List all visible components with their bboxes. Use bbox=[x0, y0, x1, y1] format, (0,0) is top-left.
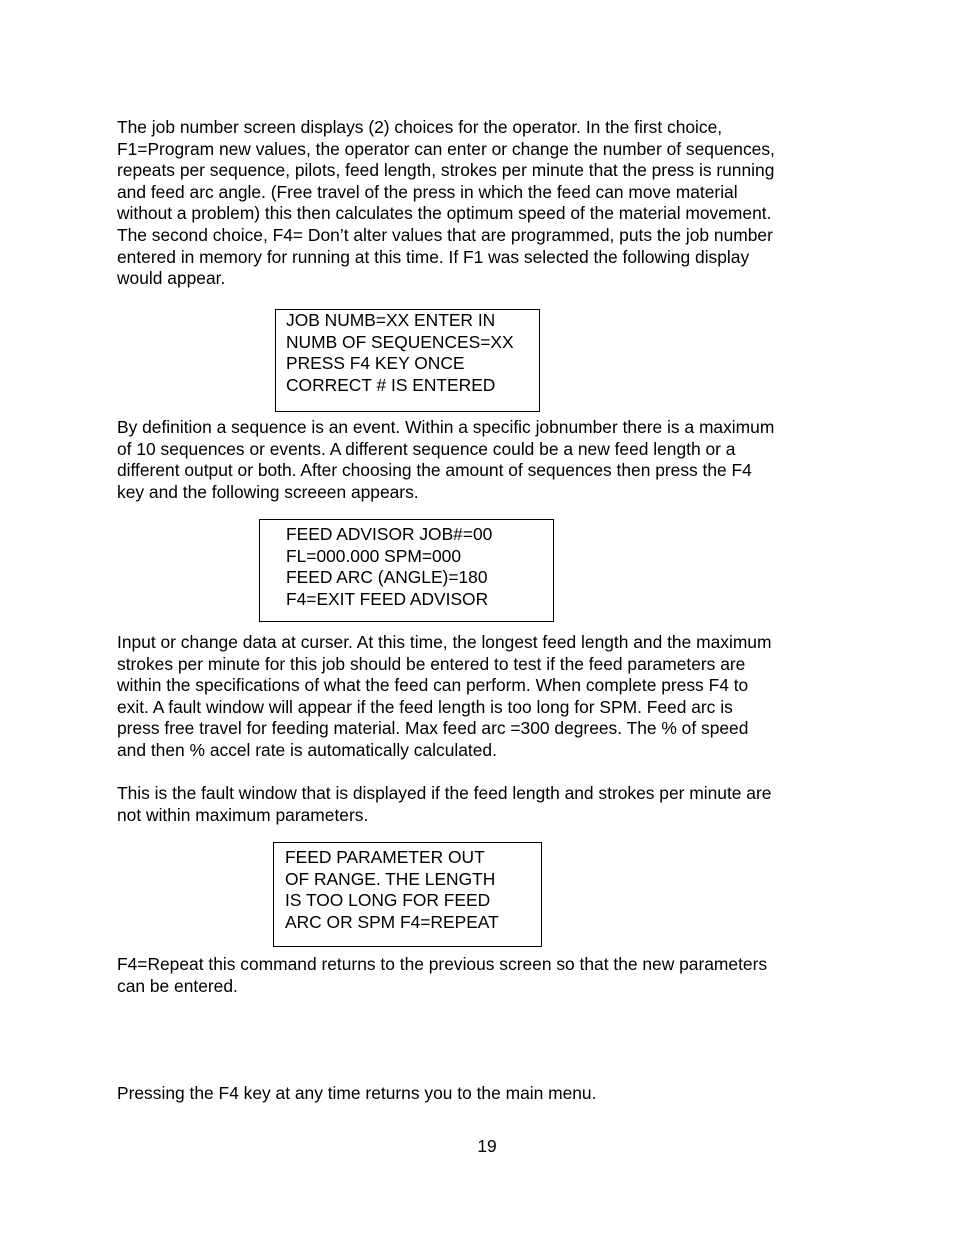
text-line: can be entered. bbox=[117, 975, 238, 996]
fault-intro-paragraph bbox=[117, 783, 837, 826]
text-line: within the specifications of what the feed can perform. When complete press F4 to bbox=[117, 675, 749, 696]
text-line: The second choice, F4= Don’t alter values that are programmed, puts the job number bbox=[117, 224, 773, 245]
screen-line: CORRECT # IS ENTERED bbox=[286, 374, 496, 395]
screen-line: IS TOO LONG FOR FEED bbox=[285, 890, 491, 911]
feed-advisor-screen bbox=[259, 519, 554, 622]
text-line: different output or both. After choosing the amount of sequences then press the F4 bbox=[117, 460, 752, 481]
screen-line: FL=000.000 SPM=000 bbox=[286, 545, 462, 566]
screen-line: FEED PARAMETER OUT bbox=[285, 847, 485, 867]
text-line: repeats per sequence, pilots, feed length, strokes per minute that the press is running bbox=[117, 160, 775, 181]
screen-line: PRESS F4 KEY ONCE bbox=[286, 353, 465, 374]
input-data-paragraph bbox=[117, 632, 837, 762]
screen-line: FEED ARC (ANGLE)=180 bbox=[286, 567, 488, 588]
intro-paragraph bbox=[117, 117, 837, 290]
repeat-note-paragraph bbox=[117, 954, 837, 997]
screen-line: ARC OR SPM F4=REPEAT bbox=[285, 911, 499, 932]
text-line: of 10 sequences or events. A different sequence could be a new feed length or a bbox=[117, 438, 736, 459]
text-line: and feed arc angle. (Free travel of the press in which the feed can move material bbox=[117, 181, 738, 202]
fault-window-screen bbox=[273, 842, 542, 947]
text-line: By definition a sequence is an event. Within a specific jobnumber there is a maximum bbox=[117, 417, 775, 437]
text-line: This is the fault window that is displayed if the feed length and strokes per minute are bbox=[117, 783, 772, 803]
text-line: strokes per minute for this job should be entered to test if the feed parameters are bbox=[117, 653, 746, 674]
text-line: The job number screen displays (2) choices for the operator. In the first choice, bbox=[117, 117, 723, 137]
text-line: without a problem) this then calculates the optimum speed of the material movement. bbox=[117, 203, 772, 224]
text-line: entered in memory for running at this time. If F1 was selected the following display bbox=[117, 246, 750, 267]
page-number: 19 bbox=[477, 1136, 497, 1156]
text-line: key and the following screeen appears. bbox=[117, 481, 419, 502]
text-line: not within maximum parameters. bbox=[117, 804, 369, 825]
text-line: press free travel for feeding material. Max feed arc =300 degrees. The % of speed bbox=[117, 718, 749, 739]
main-menu-note-paragraph bbox=[117, 1083, 837, 1105]
screen-line: JOB NUMB=XX ENTER IN bbox=[286, 310, 496, 330]
screen-line: NUMB OF SEQUENCES=XX bbox=[286, 331, 514, 352]
text-line: Input or change data at curser. At this time, the longest feed length and the maximum bbox=[117, 632, 772, 652]
screen-line: OF RANGE. THE LENGTH bbox=[285, 868, 496, 889]
text-line: exit. A fault window will appear if the feed length is too long for SPM. Feed arc is bbox=[117, 696, 733, 717]
text-line: F1=Program new values, the operator can enter or change the number of sequences, bbox=[117, 138, 775, 159]
text-line: F4=Repeat this command returns to the previous screen so that the new parameters bbox=[117, 954, 768, 974]
job-number-screen bbox=[275, 309, 540, 412]
text-line: and then % accel rate is automatically calculated. bbox=[117, 739, 497, 760]
sequence-definition-paragraph bbox=[117, 417, 837, 503]
screen-line: FEED ADVISOR JOB#=00 bbox=[286, 524, 493, 544]
screen-line: F4=EXIT FEED ADVISOR bbox=[286, 588, 489, 609]
text-line: Pressing the F4 key at any time returns you to the main menu. bbox=[117, 1083, 597, 1103]
text-line: would appear. bbox=[117, 268, 226, 289]
